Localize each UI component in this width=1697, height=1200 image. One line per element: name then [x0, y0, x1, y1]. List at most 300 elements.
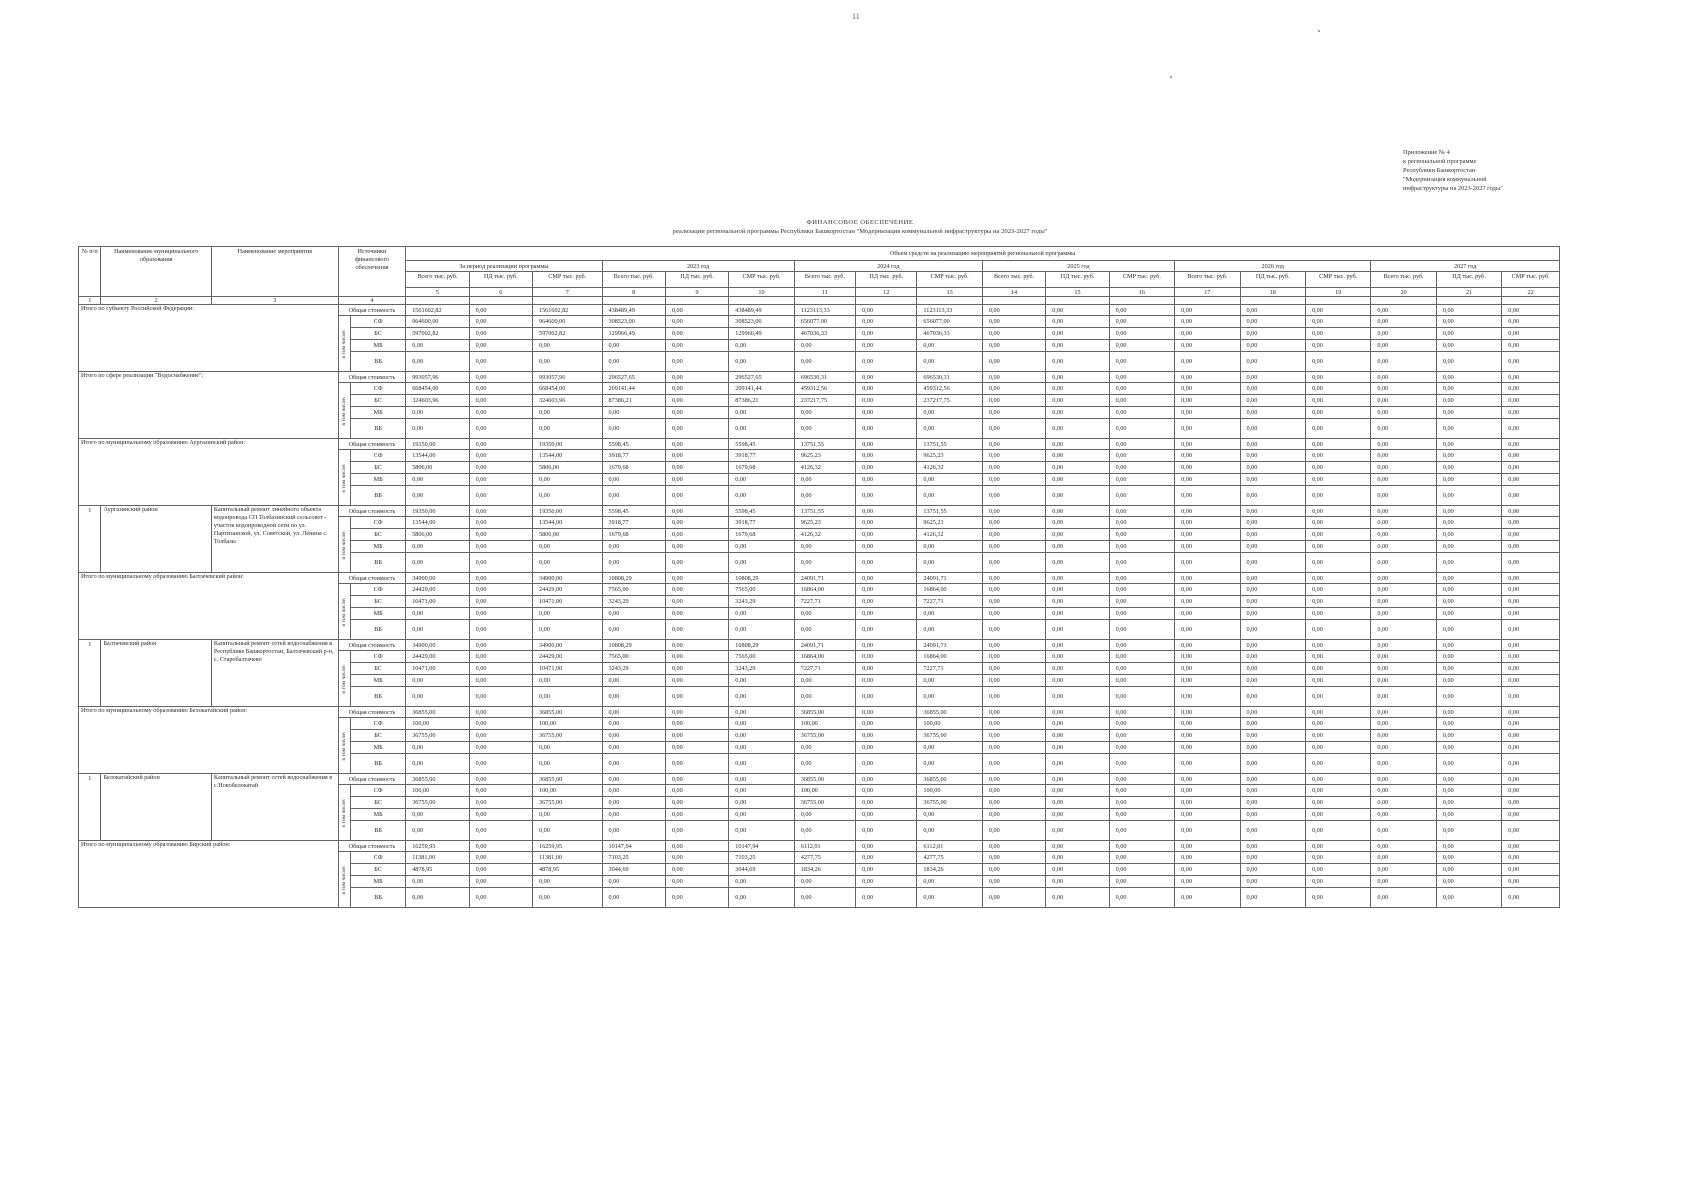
value-cell: 0,00: [406, 340, 469, 352]
value-cell: 0,00: [1175, 888, 1240, 908]
value-cell: 0,00: [406, 687, 469, 707]
value-cell: 0,00: [1436, 687, 1501, 707]
value-cell: 459312,56: [917, 383, 982, 395]
value-cell: 100,00: [532, 718, 602, 730]
table-row: [79, 305, 1560, 316]
value-cell: 0,00: [1371, 529, 1436, 541]
value-cell: 0,00: [602, 687, 665, 707]
value-cell: 87386,21: [729, 395, 794, 407]
value-cell: 0,00: [1175, 876, 1240, 888]
including-text: в том числе:: [341, 328, 348, 359]
including-text: в том числе:: [341, 596, 348, 627]
source-label: БС: [350, 663, 405, 675]
value-cell: 0,00: [982, 687, 1045, 707]
value-cell: 0,00: [406, 474, 469, 486]
value-cell: 0,00: [1175, 450, 1240, 462]
value-cell: 0,00: [1305, 529, 1370, 541]
value-cell: 0,00: [1109, 450, 1174, 462]
value-cell: 0,00: [1046, 821, 1109, 841]
value-cell: 0,00: [532, 541, 602, 553]
source-label: БС: [350, 596, 405, 608]
value-cell: 0,00: [982, 305, 1045, 316]
value-cell: 0,00: [729, 821, 794, 841]
value-cell: 0,00: [469, 517, 532, 529]
value-cell: 0,00: [1502, 486, 1560, 506]
value-cell: 0,00: [1371, 876, 1436, 888]
value-cell: 0,00: [1371, 328, 1436, 340]
table-row: [79, 640, 1560, 651]
value-cell: 1679,68: [729, 529, 794, 541]
header-colnum: 18: [1240, 288, 1305, 297]
value-cell: 0,00: [1371, 553, 1436, 573]
value-cell: 0,00: [982, 876, 1045, 888]
value-cell: 0,00: [1436, 395, 1501, 407]
header-period: За период реализации программы: [406, 261, 602, 272]
value-cell: 0,00: [1436, 541, 1501, 553]
value-cell: 0,00: [982, 821, 1045, 841]
value-cell: 0,00: [1371, 651, 1436, 663]
value-cell: 0,00: [1175, 395, 1240, 407]
header-sub: ПД тыс. руб.: [1436, 272, 1501, 288]
value-cell: 0,00: [856, 573, 917, 584]
value-cell: 0,00: [665, 372, 728, 383]
value-cell: 0,00: [1046, 328, 1109, 340]
value-cell: 0,00: [665, 383, 728, 395]
value-cell: 3243,29: [729, 596, 794, 608]
value-cell: 0,00: [665, 305, 728, 316]
value-cell: 0,00: [1305, 596, 1370, 608]
value-cell: 0,00: [729, 474, 794, 486]
value-cell: 0,00: [469, 316, 532, 328]
value-cell: 0,00: [1046, 888, 1109, 908]
value-cell: 0,00: [982, 675, 1045, 687]
value-cell: 0,00: [1436, 797, 1501, 809]
value-cell: 0,00: [665, 809, 728, 821]
value-cell: 0,00: [729, 707, 794, 718]
value-cell: 0,00: [794, 888, 855, 908]
value-cell: 0,00: [1371, 305, 1436, 316]
value-cell: 0,00: [665, 640, 728, 651]
value-cell: 0,00: [1109, 553, 1174, 573]
source-label: БС: [350, 462, 405, 474]
value-cell: 0,00: [1240, 754, 1305, 774]
value-cell: 0,00: [1305, 573, 1370, 584]
value-cell: 5598,45: [602, 506, 665, 517]
value-cell: 0,00: [856, 675, 917, 687]
value-cell: 0,00: [1436, 620, 1501, 640]
value-cell: 0,00: [1502, 730, 1560, 742]
value-cell: 0,00: [1371, 774, 1436, 785]
value-cell: 7565,00: [602, 651, 665, 663]
value-cell: 0,00: [469, 395, 532, 407]
value-cell: 0,00: [1046, 651, 1109, 663]
table-row: [79, 439, 1560, 450]
value-cell: 36855,00: [794, 774, 855, 785]
value-cell: 0,00: [469, 852, 532, 864]
value-cell: 0,00: [1305, 474, 1370, 486]
value-cell: 1123113,33: [917, 305, 982, 316]
value-cell: 4878,95: [532, 864, 602, 876]
value-cell: 209141,44: [602, 383, 665, 395]
value-cell: 34900,00: [532, 573, 602, 584]
value-cell: 0,00: [1502, 395, 1560, 407]
value-cell: 0,00: [1371, 372, 1436, 383]
value-cell: 1561602,82: [532, 305, 602, 316]
value-cell: 0,00: [1240, 486, 1305, 506]
value-cell: 0,00: [406, 809, 469, 821]
value-cell: 0,00: [1240, 439, 1305, 450]
value-cell: 16259,95: [532, 841, 602, 852]
value-cell: 6112,01: [794, 841, 855, 852]
value-cell: 0,00: [1109, 707, 1174, 718]
value-cell: 0,00: [1046, 675, 1109, 687]
value-cell: 0,00: [794, 809, 855, 821]
value-cell: 13751,55: [917, 439, 982, 450]
value-cell: 0,00: [406, 541, 469, 553]
value-cell: 0,00: [469, 640, 532, 651]
value-cell: 0,00: [665, 774, 728, 785]
value-cell: 438489,49: [602, 305, 665, 316]
value-cell: 0,00: [602, 797, 665, 809]
header-colnum-blank: [469, 297, 532, 305]
value-cell: 19350,00: [532, 439, 602, 450]
value-cell: 3044,69: [729, 864, 794, 876]
value-cell: 0,00: [856, 809, 917, 821]
value-cell: 0,00: [1305, 663, 1370, 675]
header-colnum: 9: [665, 288, 728, 297]
header-sub: Всего тыс. руб.: [1371, 272, 1436, 288]
section-total-label: Итого по муниципальному образованию Белокатайский район:: [79, 707, 339, 774]
value-cell: 0,00: [665, 864, 728, 876]
value-cell: 0,00: [1046, 852, 1109, 864]
value-cell: 0,00: [1371, 474, 1436, 486]
value-cell: 0,00: [729, 407, 794, 419]
value-cell: 0,00: [665, 553, 728, 573]
value-cell: 34900,00: [406, 640, 469, 651]
value-cell: 0,00: [602, 754, 665, 774]
value-cell: 0,00: [532, 340, 602, 352]
value-cell: 0,00: [1046, 316, 1109, 328]
value-cell: 0,00: [1502, 372, 1560, 383]
value-cell: 0,00: [982, 730, 1045, 742]
value-cell: 36755,00: [917, 797, 982, 809]
value-cell: 1679,68: [729, 462, 794, 474]
value-cell: 0,00: [665, 529, 728, 541]
value-cell: 4126,32: [794, 462, 855, 474]
including-text: в том числе:: [341, 395, 348, 426]
value-cell: 0,00: [982, 474, 1045, 486]
value-cell: 0,00: [665, 663, 728, 675]
value-cell: 0,00: [1371, 541, 1436, 553]
value-cell: 0,00: [1436, 888, 1501, 908]
value-cell: 13544,00: [532, 450, 602, 462]
value-cell: 0,00: [1046, 876, 1109, 888]
header-colnum-blank: [1240, 297, 1305, 305]
value-cell: 0,00: [469, 340, 532, 352]
value-cell: 0,00: [665, 888, 728, 908]
value-cell: 0,00: [1436, 742, 1501, 754]
value-cell: 5806,00: [406, 462, 469, 474]
value-cell: 0,00: [982, 553, 1045, 573]
value-cell: 0,00: [1436, 340, 1501, 352]
value-cell: 0,00: [1109, 407, 1174, 419]
including-label: [338, 718, 350, 774]
value-cell: 1679,68: [602, 462, 665, 474]
value-cell: 0,00: [1109, 876, 1174, 888]
item-municipality: Балтачевский район: [101, 640, 211, 707]
value-cell: 0,00: [1371, 620, 1436, 640]
value-cell: 0,00: [1502, 841, 1560, 852]
value-cell: 0,00: [1240, 651, 1305, 663]
value-cell: 0,00: [982, 395, 1045, 407]
value-cell: 0,00: [729, 675, 794, 687]
value-cell: 10808,29: [729, 640, 794, 651]
value-cell: 0,00: [1436, 352, 1501, 372]
value-cell: 0,00: [856, 596, 917, 608]
value-cell: 0,00: [1046, 841, 1109, 852]
value-cell: 0,00: [1175, 809, 1240, 821]
value-cell: 0,00: [982, 852, 1045, 864]
value-cell: 0,00: [1305, 462, 1370, 474]
value-cell: 0,00: [856, 620, 917, 640]
header-sub: ПД тыс. руб.: [469, 272, 532, 288]
value-cell: 0,00: [1305, 541, 1370, 553]
value-cell: 0,00: [1371, 573, 1436, 584]
section-total-label: Итого по субъекту Российской Федерации:: [79, 305, 339, 372]
including-label: [338, 584, 350, 640]
value-cell: 0,00: [856, 718, 917, 730]
value-cell: 0,00: [982, 663, 1045, 675]
source-label: МБ: [350, 876, 405, 888]
value-cell: 36855,00: [917, 707, 982, 718]
value-cell: 0,00: [1109, 486, 1174, 506]
source-label: МБ: [350, 541, 405, 553]
value-cell: 0,00: [602, 888, 665, 908]
value-cell: 0,00: [1371, 718, 1436, 730]
value-cell: 0,00: [1502, 383, 1560, 395]
value-cell: 0,00: [602, 340, 665, 352]
header-colnum-blank: [794, 297, 855, 305]
value-cell: 0,00: [1240, 841, 1305, 852]
value-cell: 7565,00: [729, 651, 794, 663]
value-cell: 0,00: [917, 486, 982, 506]
value-cell: 0,00: [1240, 419, 1305, 439]
value-cell: 0,00: [665, 407, 728, 419]
value-cell: 0,00: [856, 663, 917, 675]
value-cell: 0,00: [1240, 608, 1305, 620]
value-cell: 0,00: [1371, 785, 1436, 797]
value-cell: 5598,45: [729, 506, 794, 517]
value-cell: 0,00: [1109, 754, 1174, 774]
value-cell: 0,00: [1109, 506, 1174, 517]
value-cell: 0,00: [1371, 450, 1436, 462]
value-cell: 0,00: [469, 707, 532, 718]
source-label: ВБ: [350, 553, 405, 573]
value-cell: 0,00: [1240, 876, 1305, 888]
value-cell: 0,00: [1371, 517, 1436, 529]
value-cell: 467036,33: [917, 328, 982, 340]
value-cell: 0,00: [1436, 608, 1501, 620]
value-cell: 0,00: [469, 584, 532, 596]
value-cell: 0,00: [665, 450, 728, 462]
value-cell: 0,00: [1046, 742, 1109, 754]
value-cell: 0,00: [1305, 687, 1370, 707]
value-cell: 0,00: [1502, 439, 1560, 450]
value-cell: 0,00: [469, 486, 532, 506]
value-cell: 0,00: [532, 608, 602, 620]
value-cell: 0,00: [982, 372, 1045, 383]
value-cell: 5598,45: [602, 439, 665, 450]
value-cell: 0,00: [1046, 596, 1109, 608]
value-cell: 308523,00: [729, 316, 794, 328]
value-cell: 10808,29: [602, 573, 665, 584]
value-cell: 0,00: [1436, 651, 1501, 663]
value-cell: 0,00: [1436, 419, 1501, 439]
value-cell: 24091,71: [917, 573, 982, 584]
source-label: БС: [350, 864, 405, 876]
value-cell: 0,00: [665, 439, 728, 450]
value-cell: 36755,00: [406, 730, 469, 742]
value-cell: 0,00: [1109, 328, 1174, 340]
value-cell: 0,00: [982, 316, 1045, 328]
value-cell: 0,00: [1502, 596, 1560, 608]
header-sub: ПД тыс. руб.: [665, 272, 728, 288]
value-cell: 0,00: [917, 608, 982, 620]
value-cell: 0,00: [1109, 608, 1174, 620]
header-sub: Всего тыс. руб.: [406, 272, 469, 288]
value-cell: 0,00: [856, 419, 917, 439]
value-cell: 0,00: [665, 596, 728, 608]
value-cell: 36755,00: [532, 797, 602, 809]
source-label: ВБ: [350, 754, 405, 774]
value-cell: 0,00: [1175, 852, 1240, 864]
value-cell: 0,00: [1240, 328, 1305, 340]
value-cell: 24091,71: [794, 573, 855, 584]
value-cell: 0,00: [729, 797, 794, 809]
value-cell: 0,00: [1371, 809, 1436, 821]
value-cell: 0,00: [982, 517, 1045, 529]
value-cell: 0,00: [1305, 553, 1370, 573]
value-cell: 0,00: [1502, 620, 1560, 640]
header-num: № п/п: [79, 247, 101, 297]
header-period: 2024 год: [794, 261, 982, 272]
value-cell: 0,00: [1240, 718, 1305, 730]
value-cell: 0,00: [1175, 328, 1240, 340]
value-cell: 0,00: [729, 340, 794, 352]
value-cell: 0,00: [1436, 474, 1501, 486]
value-cell: 0,00: [532, 809, 602, 821]
value-cell: 0,00: [406, 407, 469, 419]
source-label: ВБ: [350, 821, 405, 841]
value-cell: 0,00: [406, 821, 469, 841]
value-cell: 0,00: [469, 675, 532, 687]
value-cell: 0,00: [1109, 888, 1174, 908]
value-cell: 0,00: [1371, 395, 1436, 407]
value-cell: 0,00: [1371, 316, 1436, 328]
value-cell: 0,00: [1175, 785, 1240, 797]
value-cell: 0,00: [1240, 573, 1305, 584]
value-cell: 0,00: [1109, 730, 1174, 742]
value-cell: 0,00: [856, 395, 917, 407]
source-label: МБ: [350, 675, 405, 687]
including-text: в том числе:: [341, 730, 348, 761]
value-cell: 0,00: [665, 651, 728, 663]
value-cell: 0,00: [1175, 573, 1240, 584]
source-label: Общая стоимость: [338, 774, 405, 785]
header-colnum: 8: [602, 288, 665, 297]
value-cell: 0,00: [406, 608, 469, 620]
value-cell: 0,00: [1305, 395, 1370, 407]
value-cell: 0,00: [729, 742, 794, 754]
value-cell: 16864,00: [917, 584, 982, 596]
value-cell: 459312,56: [794, 383, 855, 395]
value-cell: 0,00: [729, 486, 794, 506]
value-cell: 0,00: [665, 573, 728, 584]
value-cell: 0,00: [729, 876, 794, 888]
source-label: БС: [350, 730, 405, 742]
value-cell: 0,00: [794, 821, 855, 841]
value-cell: 0,00: [602, 553, 665, 573]
value-cell: 0,00: [1305, 450, 1370, 462]
source-label: МБ: [350, 742, 405, 754]
source-label: Общая стоимость: [338, 305, 405, 316]
value-cell: 0,00: [1371, 888, 1436, 908]
value-cell: 0,00: [856, 372, 917, 383]
value-cell: 0,00: [1305, 383, 1370, 395]
value-cell: 0,00: [1436, 675, 1501, 687]
value-cell: 0,00: [794, 541, 855, 553]
value-cell: 0,00: [469, 419, 532, 439]
value-cell: 4126,32: [794, 529, 855, 541]
value-cell: 0,00: [1046, 474, 1109, 486]
value-cell: 0,00: [1240, 852, 1305, 864]
source-label: СФ: [350, 718, 405, 730]
value-cell: 0,00: [1371, 707, 1436, 718]
source-label: МБ: [350, 474, 405, 486]
value-cell: 0,00: [406, 419, 469, 439]
value-cell: 0,00: [1502, 774, 1560, 785]
value-cell: 0,00: [1240, 730, 1305, 742]
header-colnum-blank: [665, 297, 728, 305]
value-cell: 0,00: [1046, 419, 1109, 439]
source-label: ВБ: [350, 620, 405, 640]
value-cell: 0,00: [1175, 707, 1240, 718]
value-cell: 3918,77: [602, 517, 665, 529]
value-cell: 0,00: [665, 742, 728, 754]
value-cell: 0,00: [1305, 640, 1370, 651]
value-cell: 0,00: [665, 730, 728, 742]
value-cell: 0,00: [469, 462, 532, 474]
value-cell: 0,00: [1240, 541, 1305, 553]
value-cell: 0,00: [1240, 809, 1305, 821]
value-cell: 0,00: [982, 486, 1045, 506]
value-cell: 0,00: [794, 419, 855, 439]
value-cell: 0,00: [1240, 395, 1305, 407]
value-cell: 0,00: [1046, 529, 1109, 541]
value-cell: 0,00: [665, 584, 728, 596]
value-cell: 0,00: [1046, 383, 1109, 395]
value-cell: 24091,71: [917, 640, 982, 651]
header-colnum: 12: [856, 288, 917, 297]
value-cell: 0,00: [1175, 383, 1240, 395]
value-cell: 0,00: [1109, 419, 1174, 439]
source-label: МБ: [350, 407, 405, 419]
item-event: Капитальный ремонт сетей водоснабжения в с.Новобелокатай: [211, 774, 338, 841]
value-cell: 324603,96: [532, 395, 602, 407]
value-cell: 0,00: [1371, 640, 1436, 651]
value-cell: 0,00: [602, 774, 665, 785]
value-cell: 0,00: [469, 383, 532, 395]
